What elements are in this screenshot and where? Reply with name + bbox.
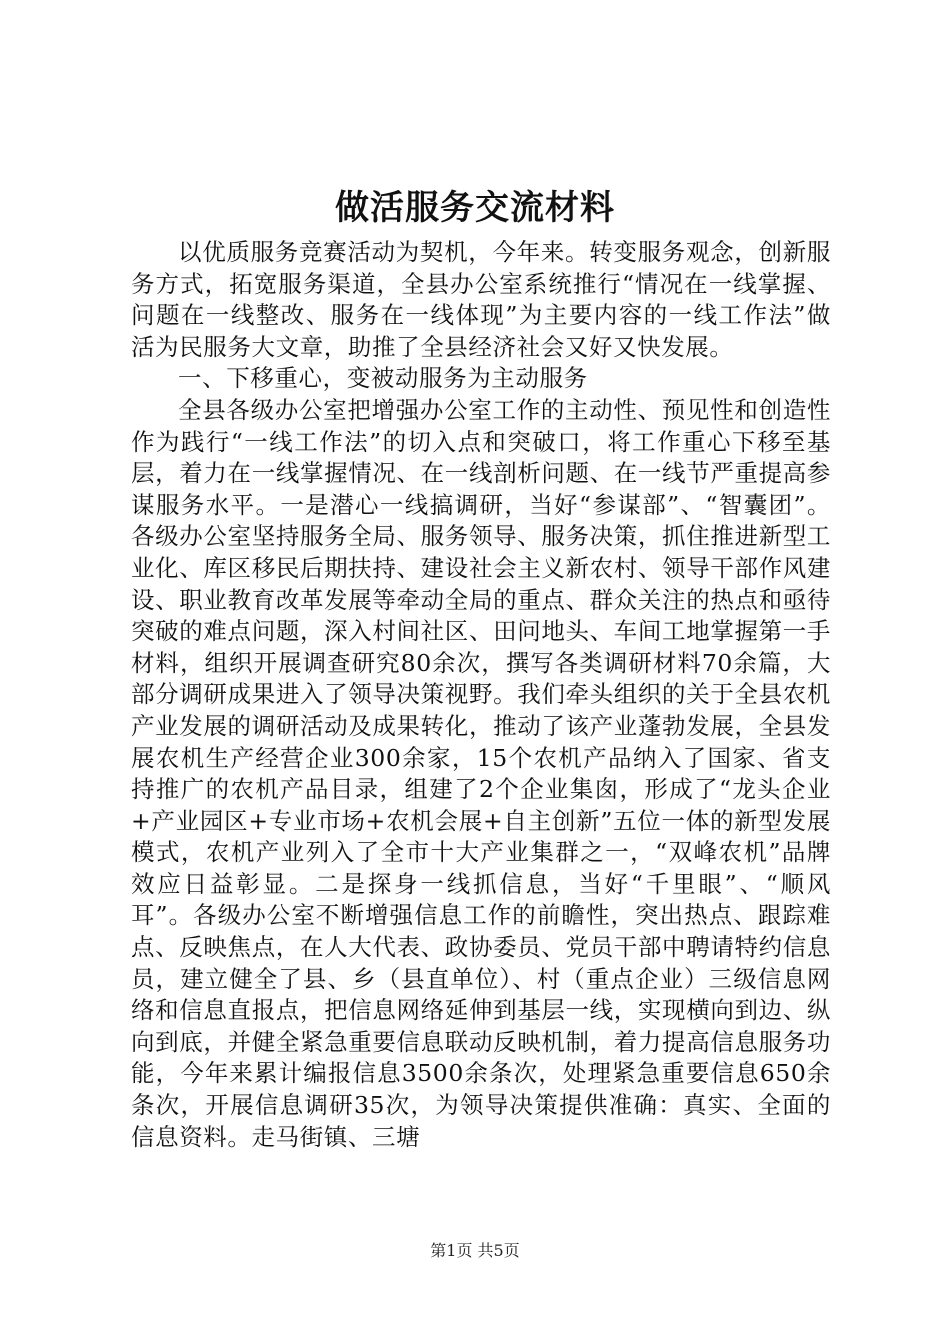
section-heading: 一、下移重心，变被动服务为主动服务 — [178, 364, 588, 393]
page-number-footer: 第1页 共5页 — [430, 1241, 520, 1260]
document-title: 做活服务交流材料 — [335, 188, 615, 228]
document-body — [131, 237, 831, 1153]
body-paragraph: 全县各级办公室把增强办公室工作的主动性、预见性和创造性作为践行“一线工作法”的切入点和突破口，将工作重心下移至基层，着力在一线掌握情况、在一线剖析问题、在一线节严重提高参谋服务水平。一是潜心一线搞调研，当好“参谋部”、“智囊团”。各级办公室坚持服务全局、服务领导、服务决策，抓住推进新型工业化、库区移民后期扶持、建设社会主义新农村、领导干部作风建设、职业教育改革发展等牵动全局的重点、群众关注的热点和亟待突破的难点问题，深入村间社区、田问地头、车间工地掌握第一手材料，组织开展调查研究80余次，撰写各类调研材料70余篇，大部分调研成果进入了领导决策视野。我们牵头组织的关于全县农机产业发展的调研活动及成果转化，推动了该产业蓬勃发展，全县发展农机生产经营企业300余家，15个农机产品纳入了国家、省支持推广的农机产品目录，组建了2个企业集囱，形成了“龙头企业+产业园区+专业市场+农机会展+自主创新”五位一体的新型发展模式，农机产业列入了全市十大产业集群之一，“双峰农机”品牌效应日益彰显。二是探身一线抓信息，当好“千里眼”、“顺风耳”。各级办公室不断增强信息工作的前瞻性，突出热点、跟踪难点、反映焦点，在人大代表、政协委员、党员干部中聘请特约信息员，建立健全了县、乡（县直单位）、村（重点企业）三级信息网络和信息直报点，把信息网络延伸到基层一线，实现横向到边、纵向到底，并健全紧急重要信息联动反映机制，着力提高信息服务功能，今年来累计编报信息3500余条次，处理紧急重要信息650余条次，开展信息调研35次，为领导决策提供准确：真实、全面的信息资料。走马街镇、三塘 — [131, 395, 831, 1151]
intro-paragraph: 以优质服务竞赛活动为契机，今年来。转变服务观念，创新服务方式，拓宽服务渠道，全县办公室系统推行“情况在一线掌握、问题在一线整改、服务在一线体现”为主要内容的一线工作法”做活为民服务大文章，助推了全县经济社会又好又快发展。 — [131, 238, 831, 361]
